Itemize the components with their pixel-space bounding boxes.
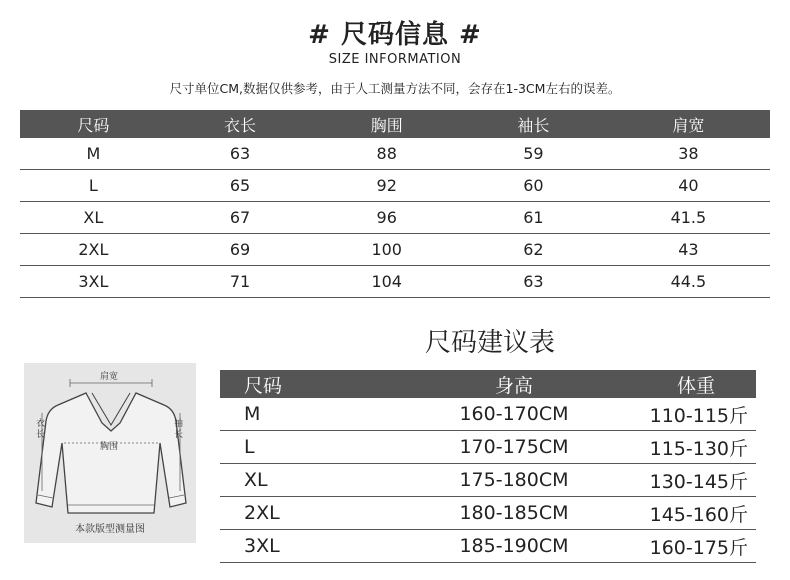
- suggestion-header: 身高: [384, 370, 644, 398]
- table-row: [220, 464, 756, 497]
- table-row: [20, 170, 770, 202]
- table-cell: 160-175斤: [644, 530, 756, 563]
- table-cell: 145-160斤: [644, 497, 756, 530]
- table-cell: 3XL: [20, 266, 167, 298]
- table-cell: 59: [460, 138, 607, 170]
- suggestion-header: 尺码: [220, 370, 384, 398]
- table-cell: 65: [167, 170, 314, 202]
- table-row: [220, 530, 756, 563]
- measurement-note: 尺寸单位CM,数据仅供参考，由于人工测量方法不同，会存在1-3CM左右的误差。: [169, 81, 621, 96]
- size-table-header: 衣长: [167, 110, 314, 138]
- table-cell: 170-175CM: [384, 431, 644, 464]
- table-cell: M: [20, 138, 167, 170]
- table-cell: 63: [167, 138, 314, 170]
- table-cell: XL: [220, 464, 384, 497]
- table-row: [20, 202, 770, 234]
- size-table-header: 袖长: [460, 110, 607, 138]
- size-suggestion-table: [220, 370, 756, 563]
- table-cell: 100: [313, 234, 460, 266]
- table-row: [20, 234, 770, 266]
- table-cell: 41.5: [607, 202, 770, 234]
- table-row: [220, 431, 756, 464]
- sweater-outline-icon: [24, 363, 196, 543]
- table-cell: 44.5: [607, 266, 770, 298]
- table-cell: 115-130斤: [644, 431, 756, 464]
- table-cell: 67: [167, 202, 314, 234]
- suggestion-header-row: [220, 370, 756, 398]
- table-cell: 63: [460, 266, 607, 298]
- size-table-header: 尺码: [20, 110, 167, 138]
- table-cell: 160-170CM: [384, 398, 644, 431]
- size-info-table: [20, 110, 770, 298]
- table-cell: 62: [460, 234, 607, 266]
- table-cell: 92: [313, 170, 460, 202]
- table-cell: 104: [313, 266, 460, 298]
- table-cell: 60: [460, 170, 607, 202]
- size-table-header: 肩宽: [607, 110, 770, 138]
- size-table-header: 胸围: [313, 110, 460, 138]
- shoulder-width-label: 肩宽: [100, 372, 119, 382]
- chest-label: 胸围: [100, 442, 119, 452]
- page-title: # 尺码信息 #: [308, 20, 482, 50]
- table-cell: 69: [167, 234, 314, 266]
- table-cell: 2XL: [20, 234, 167, 266]
- table-cell: 110-115斤: [644, 398, 756, 431]
- table-cell: 38: [607, 138, 770, 170]
- table-cell: 2XL: [220, 497, 384, 530]
- suggestion-header: 体重: [644, 370, 756, 398]
- table-cell: L: [20, 170, 167, 202]
- table-cell: L: [220, 431, 384, 464]
- length-label: 衣长: [36, 419, 46, 440]
- table-cell: 3XL: [220, 530, 384, 563]
- diagram-caption: 本款版型测量图: [75, 524, 145, 535]
- table-row: [20, 138, 770, 170]
- table-cell: 180-185CM: [384, 497, 644, 530]
- table-cell: 71: [167, 266, 314, 298]
- table-row: [220, 497, 756, 530]
- table-cell: 175-180CM: [384, 464, 644, 497]
- table-cell: 185-190CM: [384, 530, 644, 563]
- table-cell: 130-145斤: [644, 464, 756, 497]
- table-cell: 96: [313, 202, 460, 234]
- sleeve-label: 袖长: [174, 419, 184, 440]
- size-table-header-row: [20, 110, 770, 138]
- table-cell: 43: [607, 234, 770, 266]
- table-cell: XL: [20, 202, 167, 234]
- table-cell: 61: [460, 202, 607, 234]
- size-suggestion-title: 尺码建议表: [424, 328, 555, 358]
- page-subtitle: SIZE INFORMATION: [328, 52, 462, 67]
- table-cell: 40: [607, 170, 770, 202]
- table-cell: M: [220, 398, 384, 431]
- table-row: [20, 266, 770, 298]
- measurement-diagram: [24, 363, 196, 543]
- table-row: [220, 398, 756, 431]
- table-cell: 88: [313, 138, 460, 170]
